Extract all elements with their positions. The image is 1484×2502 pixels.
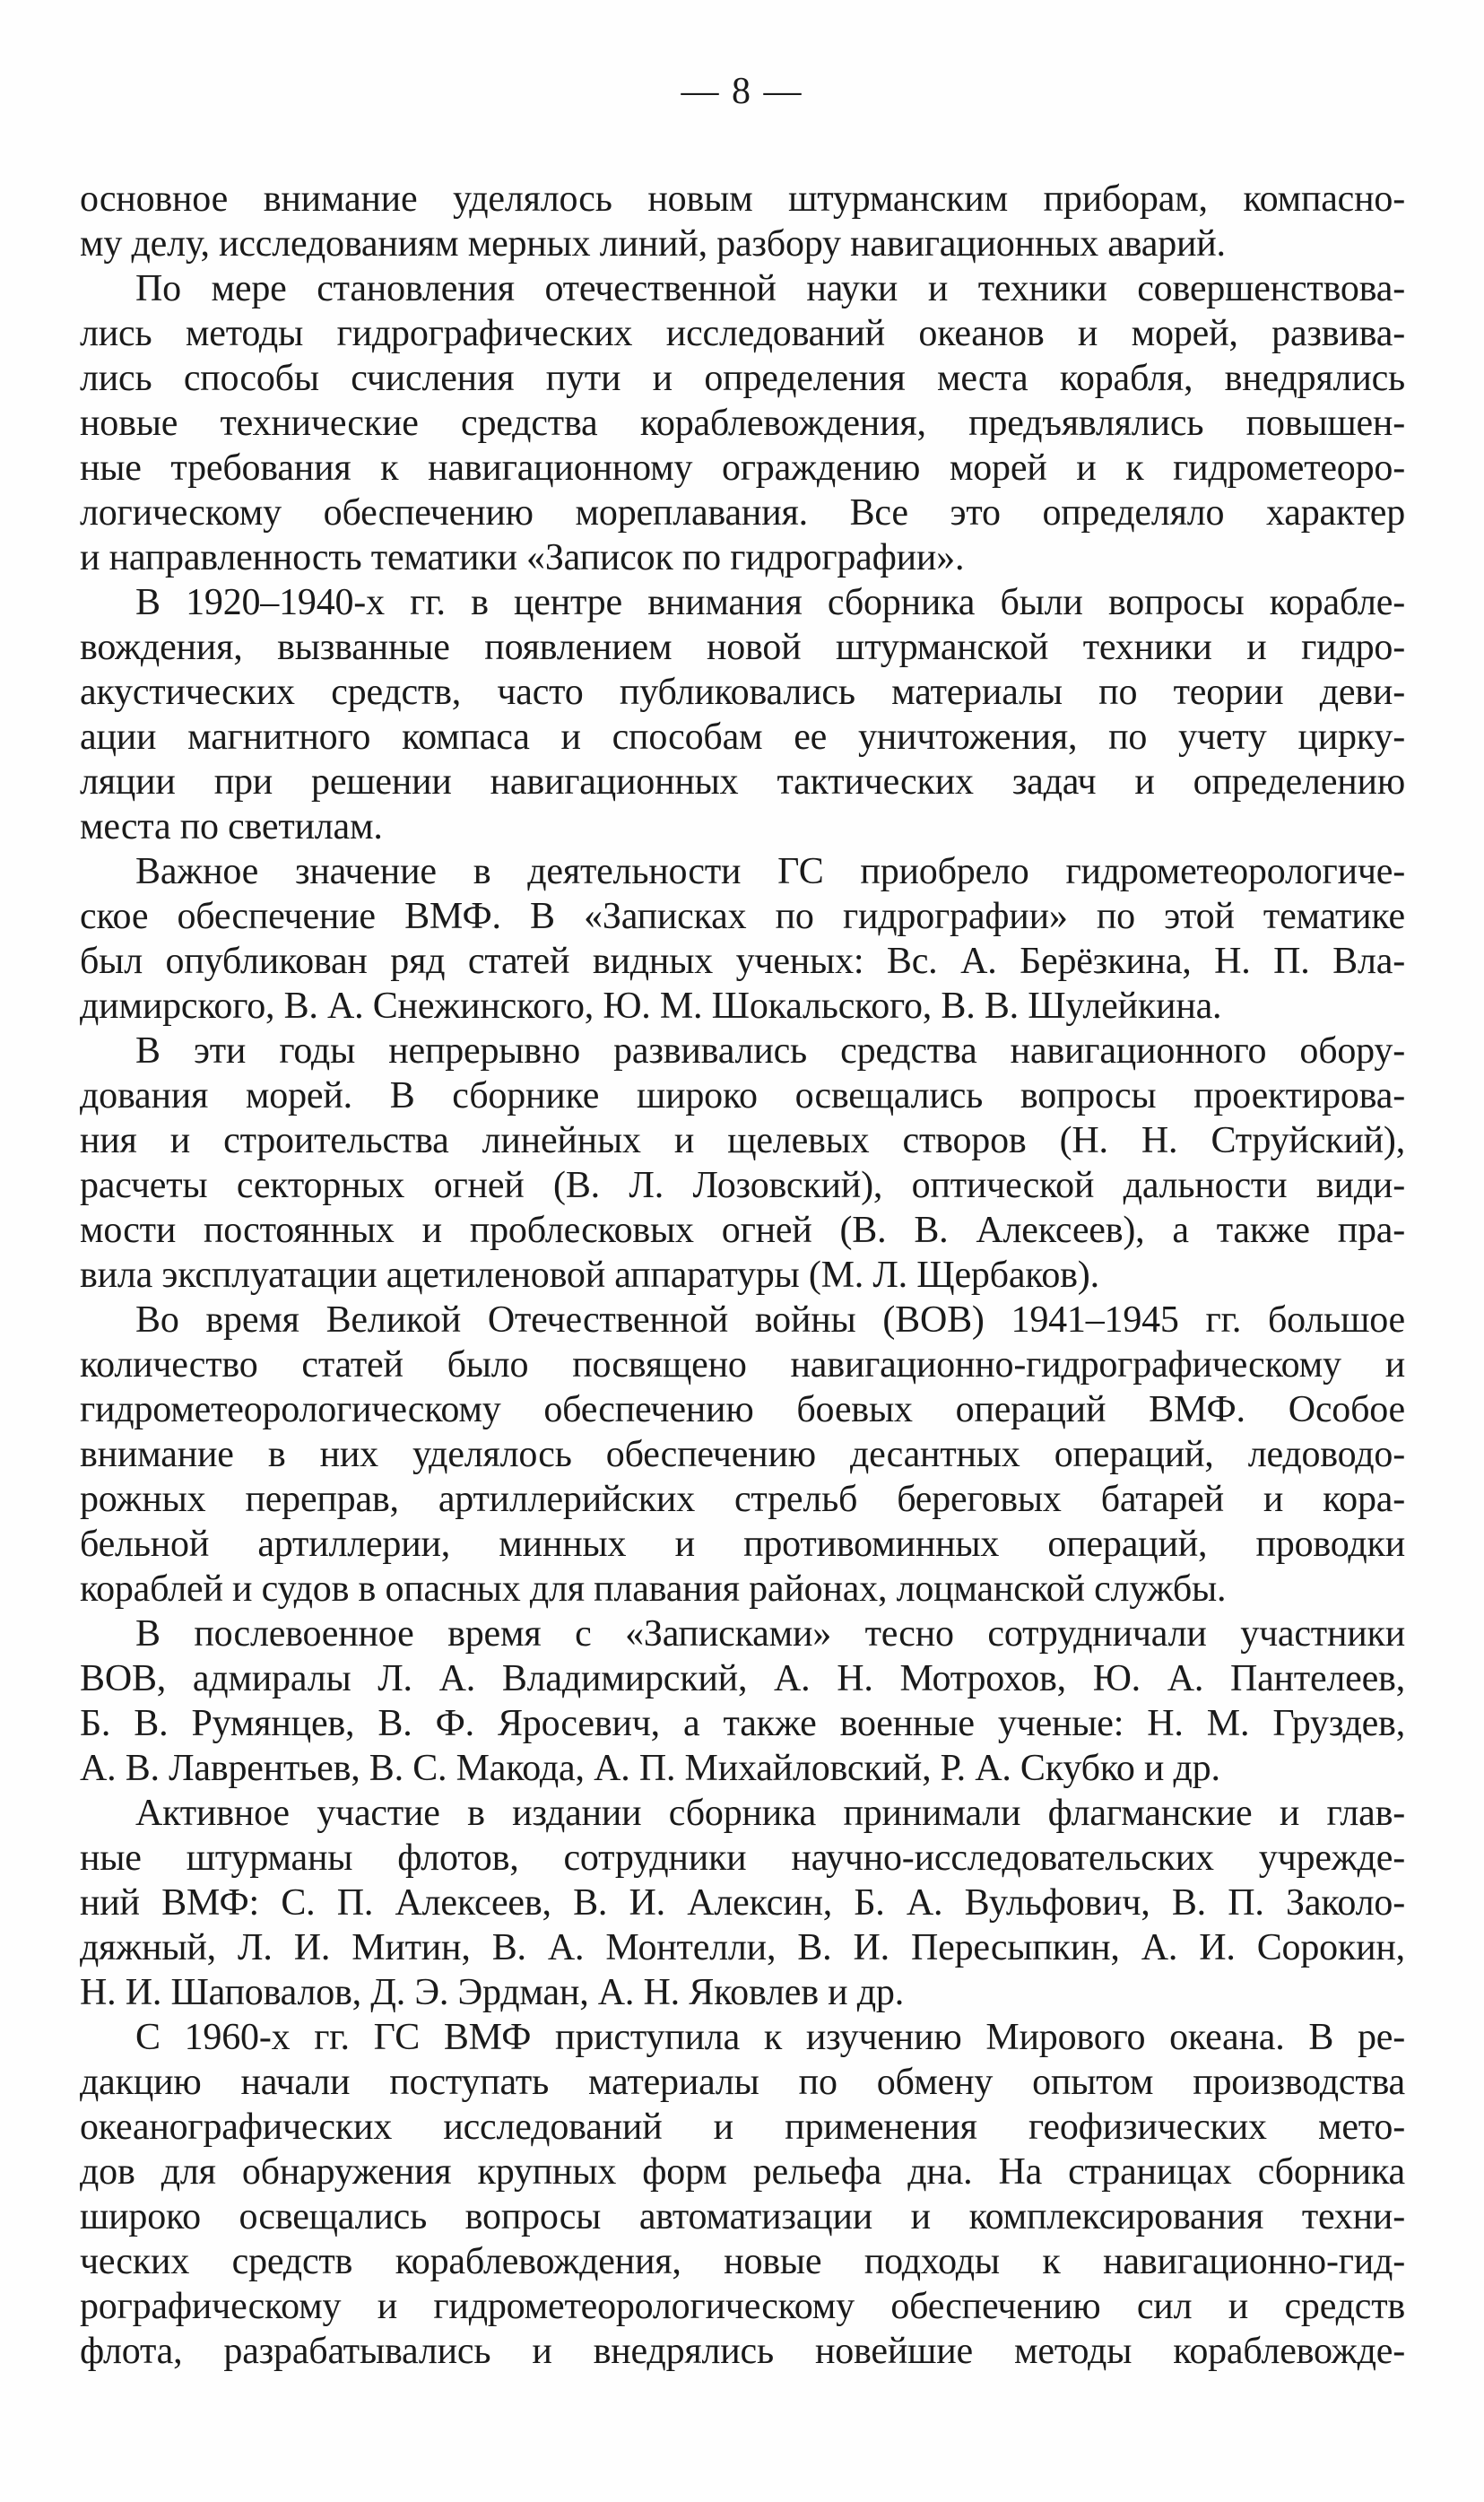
page-text <box>80 177 1405 2374</box>
text-line: рографическому и гидрометеорологическому обеспечению сил и средств <box>80 2286 1405 2327</box>
text-line: ний ВМФ: С. П. Алексеев, В. И. Алексин, Б. А. Вульфович, В. П. Заколо- <box>80 1882 1405 1924</box>
paragraph <box>80 266 1405 580</box>
text-line: В 1920–1940-х гг. в центре внимания сборника были вопросы корабле- <box>135 582 1405 623</box>
text-line: ния и строительства линейных и щелевых створов (Н. Н. Струйский), <box>80 1120 1405 1161</box>
paragraph <box>80 1612 1405 1791</box>
text-line: В послевоенное время с «Записками» тесно сотрудничали участники <box>135 1613 1405 1655</box>
text-line: А. В. Лаврентьев, В. С. Макода, А. П. Михайловский, Р. А. Скубко и др. <box>80 1748 1220 1789</box>
paragraph <box>80 1298 1405 1612</box>
text-line: ВОВ, адмиралы Л. А. Владимирский, А. Н. Мотрохов, Ю. А. Пантелеев, <box>80 1658 1405 1699</box>
text-line: логическому обеспечению мореплавания. Все это определяло характер <box>80 492 1405 534</box>
text-line: акустических средств, часто публиковались материалы по теории деви- <box>80 672 1405 713</box>
text-line: По мере становления отечественной науки и техники совершенствова- <box>135 268 1405 309</box>
text-line: дов для обнаружения крупных форм рельефа дна. На страницах сборника <box>80 2151 1405 2193</box>
text-line: бельной артиллерии, минных и противоминных операций, проводки <box>80 1524 1405 1565</box>
text-line: внимание в них уделялось обеспечению десантных операций, ледоводо- <box>80 1434 1405 1475</box>
paragraph <box>80 177 1405 266</box>
text-line: кораблей и судов в опасных для плавания районах, лоцманской службы. <box>80 1568 1227 1610</box>
text-line: Н. И. Шаповалов, Д. Э. Эрдман, А. Н. Яковлев и др. <box>80 1972 905 2013</box>
paragraph <box>80 580 1405 849</box>
page-number: — 8 — <box>681 71 803 112</box>
paragraph <box>80 849 1405 1029</box>
text-line: рожных переправ, артиллерийских стрельб береговых батарей и кора- <box>80 1479 1405 1520</box>
text-line: гидрометеорологическому обеспечению боевых операций ВМФ. Особое <box>80 1389 1405 1430</box>
text-line: лись способы счисления пути и определения места корабля, внедрялись <box>80 358 1405 399</box>
text-line: новые технические средства кораблевождения, предъявлялись повышен- <box>80 403 1405 444</box>
text-line: В эти годы непрерывно развивались средства навигационного обору- <box>135 1030 1405 1072</box>
text-line: океанографических исследований и применения геофизических мето- <box>80 2107 1405 2148</box>
text-line: димирского, В. А. Снежинского, Ю. М. Шокальского, В. В. Шулейкина. <box>80 986 1222 1027</box>
text-line: расчеты секторных огней (В. Л. Лозовский), оптической дальности види- <box>80 1165 1405 1206</box>
text-line: Активное участие в издании сборника принимали флагманские и глав- <box>135 1793 1405 1834</box>
text-line: вождения, вызванные появлением новой штурманской техники и гидро- <box>80 627 1405 668</box>
text-line: С 1960-х гг. ГС ВМФ приступила к изучению Мирового океана. В ре- <box>135 2017 1405 2058</box>
text-line: дования морей. В сборнике широко освещались вопросы проектирова- <box>80 1075 1405 1116</box>
text-line: количество статей было посвящено навигационно-гидрографическому и <box>80 1344 1405 1386</box>
text-line: му делу, исследованиям мерных линий, разбору навигационных аварий. <box>80 223 1226 265</box>
text-line: места по светилам. <box>80 806 383 847</box>
paragraph <box>80 1029 1405 1298</box>
paragraph <box>80 2015 1405 2374</box>
text-line: ные штурманы флотов, сотрудники научно-исследовательских учрежде- <box>80 1837 1405 1879</box>
text-line: флота, разрабатывались и внедрялись новейшие методы кораблевожде- <box>80 2331 1405 2372</box>
text-line: Б. В. Румянцев, В. Ф. Яросевич, а также военные ученые: Н. М. Груздев, <box>80 1703 1405 1744</box>
text-line: ское обеспечение ВМФ. В «Записках по гидрографии» по этой тематике <box>80 896 1405 937</box>
text-line: основное внимание уделялось новым штурманским приборам, компасно- <box>80 178 1405 220</box>
text-line: дяжный, Л. И. Митин, В. А. Монтелли, В. И. Пересыпкин, А. И. Сорокин, <box>80 1927 1405 1968</box>
text-line: Во время Великой Отечественной войны (ВОВ) 1941–1945 гг. большое <box>135 1299 1405 1341</box>
text-line: и направленность тематики «Записок по гидрографии». <box>80 537 965 578</box>
text-line: широко освещались вопросы автоматизации и комплексирования техни- <box>80 2196 1405 2237</box>
text-line: ации магнитного компаса и способам ее уничтожения, по учету цирку- <box>80 717 1405 758</box>
text-line: лись методы гидрографических исследований океанов и морей, развива- <box>80 313 1405 354</box>
text-line: дакцию начали поступать материалы по обмену опытом производства <box>80 2062 1405 2103</box>
text-line: был опубликован ряд статей видных ученых: Вс. А. Берёзкина, Н. П. Вла- <box>80 941 1405 982</box>
text-line: ные требования к навигационному ограждению морей и к гидрометеоро- <box>80 447 1405 489</box>
text-line: мости постоянных и проблесковых огней (В. В. Алексеев), а также пра- <box>80 1210 1405 1251</box>
text-line: ческих средств кораблевождения, новые подходы к навигационно-гид- <box>80 2241 1405 2282</box>
text-line: Важное значение в деятельности ГС приобрело гидрометеорологиче- <box>135 851 1405 892</box>
text-line: ляции при решении навигационных тактических задач и определению <box>80 761 1405 803</box>
paragraph <box>80 1791 1405 2015</box>
text-line: вила эксплуатации ацетиленовой аппаратуры (М. Л. Щербаков). <box>80 1255 1099 1296</box>
